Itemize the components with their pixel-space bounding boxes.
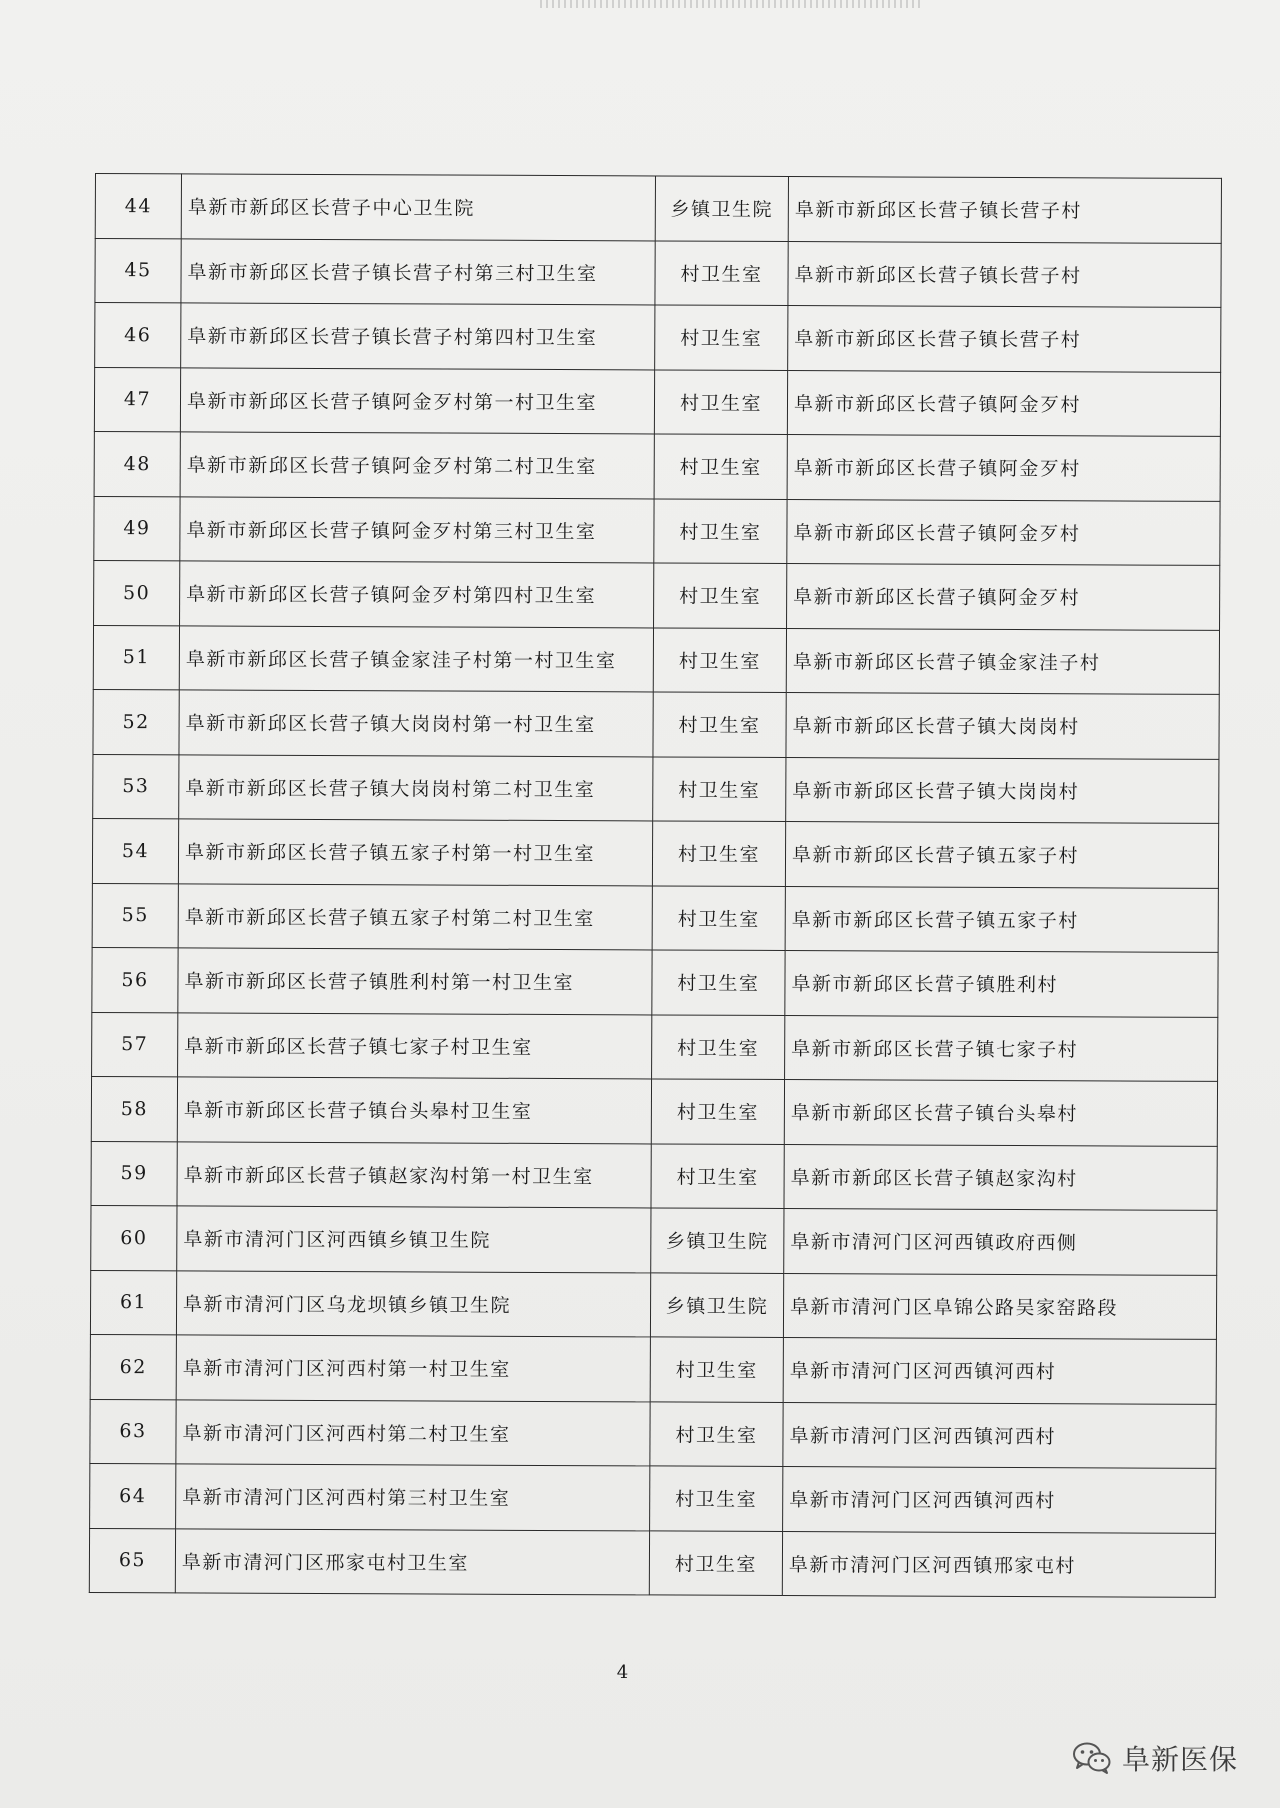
- page-number: 4: [616, 1662, 629, 1683]
- row-number-cell: 59: [91, 1141, 177, 1206]
- wechat-watermark: [1072, 1738, 1238, 1778]
- row-number-cell: 57: [92, 1012, 178, 1077]
- facility-name-cell: 阜新市新邱区长营子中心卫生院: [181, 174, 655, 241]
- table-row: [93, 689, 1219, 758]
- table-row: [92, 1012, 1218, 1081]
- facility-name-cell: 阜新市新邱区长营子镇阿金歹村第一村卫生室: [180, 367, 654, 434]
- facility-name-cell: 阜新市新邱区长营子镇五家子村第一村卫生室: [178, 819, 652, 886]
- facility-address-cell: 阜新市清河门区河西镇河西村: [783, 1402, 1216, 1468]
- facility-type-cell: 村卫生室: [651, 1079, 784, 1144]
- row-number-cell: 64: [90, 1463, 176, 1528]
- facility-address-cell: 阜新市清河门区河西镇河西村: [783, 1338, 1216, 1404]
- row-number-cell: 63: [90, 1399, 176, 1464]
- table-row: [91, 1205, 1217, 1274]
- facility-address-cell: 阜新市新邱区长营子镇阿金歹村: [787, 499, 1220, 565]
- row-number-cell: 55: [92, 883, 178, 948]
- facility-address-cell: 阜新市新邱区长营子镇大岗岗村: [786, 693, 1219, 759]
- facility-address-cell: 阜新市清河门区河西镇政府西侧: [784, 1209, 1217, 1275]
- table-row: [91, 1076, 1217, 1145]
- facility-name-cell: 阜新市新邱区长营子镇胜利村第一村卫生室: [178, 948, 652, 1015]
- facility-type-cell: 村卫生室: [653, 627, 786, 692]
- facility-address-cell: 阜新市新邱区长营子镇长营子村: [788, 177, 1221, 243]
- facility-type-cell: 村卫生室: [654, 434, 787, 499]
- facility-type-cell: 村卫生室: [655, 240, 788, 305]
- facility-type-cell: 村卫生室: [650, 1401, 783, 1466]
- table-row: [92, 883, 1218, 952]
- row-number-cell: 50: [94, 560, 180, 625]
- facility-type-cell: 村卫生室: [650, 1466, 783, 1531]
- table-row: [90, 1399, 1216, 1468]
- facility-name-cell: 阜新市新邱区长营子镇长营子村第四村卫生室: [181, 303, 655, 370]
- facility-address-cell: 阜新市新邱区长营子镇阿金歹村: [787, 564, 1220, 630]
- facility-name-cell: 阜新市新邱区长营子镇大岗岗村第二村卫生室: [179, 754, 653, 821]
- facility-name-cell: 阜新市新邱区长营子镇赵家沟村第一村卫生室: [177, 1141, 651, 1208]
- facility-name-cell: 阜新市新邱区长营子镇阿金歹村第四村卫生室: [180, 561, 654, 628]
- facility-name-cell: 阜新市清河门区邢家屯村卫生室: [175, 1528, 649, 1595]
- facility-type-cell: 村卫生室: [649, 1530, 782, 1595]
- table-row: [92, 818, 1218, 887]
- facility-address-cell: 阜新市清河门区河西镇邢家屯村: [782, 1531, 1215, 1597]
- facility-name-cell: 阜新市清河门区河西村第二村卫生室: [176, 1399, 650, 1466]
- facility-type-cell: 村卫生室: [655, 305, 788, 370]
- table-row: [93, 625, 1219, 694]
- facility-type-cell: 村卫生室: [654, 498, 787, 563]
- facility-table: [89, 173, 1222, 1598]
- table-row: [90, 1270, 1216, 1339]
- row-number-cell: 48: [94, 431, 180, 496]
- facility-address-cell: 阜新市新邱区长营子镇金家洼子村: [786, 628, 1219, 694]
- facility-type-cell: 村卫生室: [653, 692, 786, 757]
- facility-name-cell: 阜新市新邱区长营子镇阿金歹村第二村卫生室: [180, 432, 654, 499]
- row-number-cell: 47: [94, 367, 180, 432]
- row-number-cell: 46: [95, 303, 181, 368]
- row-number-cell: 61: [90, 1270, 176, 1335]
- facility-address-cell: 阜新市新邱区长营子镇长营子村: [788, 306, 1221, 372]
- facility-address-cell: 阜新市新邱区长营子镇阿金歹村: [787, 370, 1220, 436]
- facility-type-cell: 村卫生室: [650, 1337, 783, 1402]
- table-row: [95, 303, 1221, 372]
- table-row: [94, 496, 1220, 565]
- facility-type-cell: 村卫生室: [652, 950, 785, 1015]
- facility-address-cell: 阜新市清河门区河西镇河西村: [783, 1467, 1216, 1533]
- facility-name-cell: 阜新市新邱区长营子镇大岗岗村第一村卫生室: [179, 690, 653, 757]
- facility-table-body: [89, 174, 1221, 1598]
- table-row: [95, 174, 1221, 243]
- facility-name-cell: 阜新市新邱区长营子镇五家子村第二村卫生室: [178, 883, 652, 950]
- facility-type-cell: 村卫生室: [652, 821, 785, 886]
- facility-address-cell: 阜新市新邱区长营子镇胜利村: [785, 951, 1218, 1017]
- facility-address-cell: 阜新市清河门区阜锦公路吴家窑路段: [783, 1273, 1216, 1339]
- table-row: [94, 431, 1220, 500]
- facility-type-cell: 村卫生室: [652, 885, 785, 950]
- facility-type-cell: 村卫生室: [654, 369, 787, 434]
- row-number-cell: 62: [90, 1334, 176, 1399]
- facility-type-cell: 村卫生室: [653, 756, 786, 821]
- row-number-cell: 65: [89, 1528, 175, 1593]
- facility-address-cell: 阜新市新邱区长营子镇阿金歹村: [787, 435, 1220, 501]
- facility-name-cell: 阜新市清河门区河西镇乡镇卫生院: [177, 1206, 651, 1273]
- facility-name-cell: 阜新市清河门区河西村第三村卫生室: [176, 1464, 650, 1531]
- row-number-cell: 44: [95, 174, 181, 239]
- facility-name-cell: 阜新市新邱区长营子镇七家子村卫生室: [178, 1012, 652, 1079]
- table-row: [89, 1528, 1215, 1597]
- facility-type-cell: 村卫生室: [651, 1143, 784, 1208]
- scan-edge-artifact: [540, 0, 920, 8]
- facility-name-cell: 阜新市清河门区乌龙坝镇乡镇卫生院: [176, 1270, 650, 1337]
- table-row: [91, 1141, 1217, 1210]
- facility-type-cell: 村卫生室: [652, 1014, 785, 1079]
- row-number-cell: 51: [93, 625, 179, 690]
- facility-name-cell: 阜新市新邱区长营子镇台头皋村卫生室: [177, 1077, 651, 1144]
- facility-type-cell: 乡镇卫生院: [650, 1272, 783, 1337]
- table-row: [94, 367, 1220, 436]
- row-number-cell: 45: [95, 238, 181, 303]
- row-number-cell: 60: [91, 1205, 177, 1270]
- facility-address-cell: 阜新市新邱区长营子镇大岗岗村: [786, 757, 1219, 823]
- watermark-text: 阜新医保: [1122, 1743, 1239, 1776]
- row-number-cell: 52: [93, 689, 179, 754]
- facility-type-cell: 乡镇卫生院: [655, 176, 788, 241]
- facility-address-cell: 阜新市新邱区长营子镇五家子村: [785, 886, 1218, 952]
- facility-name-cell: 阜新市新邱区长营子镇阿金歹村第三村卫生室: [180, 496, 654, 563]
- table-row: [94, 560, 1220, 629]
- facility-address-cell: 阜新市新邱区长营子镇七家子村: [785, 1015, 1218, 1081]
- table-row: [92, 947, 1218, 1016]
- facility-type-cell: 乡镇卫生院: [651, 1208, 784, 1273]
- row-number-cell: 56: [92, 947, 178, 1012]
- row-number-cell: 49: [94, 496, 180, 561]
- row-number-cell: 53: [93, 754, 179, 819]
- facility-name-cell: 阜新市新邱区长营子镇金家洼子村第一村卫生室: [179, 625, 653, 692]
- facility-address-cell: 阜新市新邱区长营子镇台头皋村: [784, 1080, 1217, 1146]
- table-row: [95, 238, 1221, 307]
- table-row: [90, 1463, 1216, 1532]
- facility-type-cell: 村卫生室: [654, 563, 787, 628]
- wechat-icon: [1072, 1741, 1112, 1775]
- row-number-cell: 58: [91, 1076, 177, 1141]
- row-number-cell: 54: [92, 818, 178, 883]
- facility-name-cell: 阜新市清河门区河西村第一村卫生室: [176, 1335, 650, 1402]
- facility-name-cell: 阜新市新邱区长营子镇长营子村第三村卫生室: [181, 238, 655, 305]
- facility-address-cell: 阜新市新邱区长营子镇赵家沟村: [784, 1144, 1217, 1210]
- facility-address-cell: 阜新市新邱区长营子镇长营子村: [788, 241, 1221, 307]
- table-row: [93, 754, 1219, 823]
- table-row: [90, 1334, 1216, 1403]
- facility-address-cell: 阜新市新邱区长营子镇五家子村: [785, 822, 1218, 888]
